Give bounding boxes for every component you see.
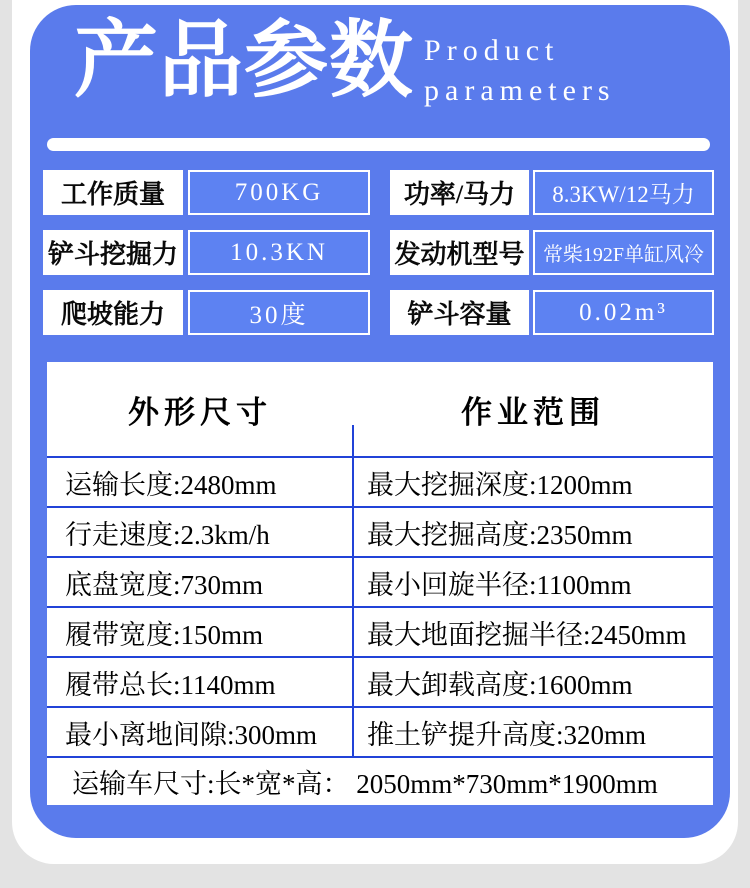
spec-row (30, 230, 730, 275)
spec-value-working-mass: 700KG (188, 170, 370, 215)
table-row (47, 656, 713, 706)
table-cell-travel-speed: 行走速度:2.3km/h (65, 519, 270, 550)
table-cell-min-swing-radius: 最小回旋半径:1100mm (367, 569, 632, 600)
table-cell-transport-length: 运输长度:2480mm (65, 469, 277, 500)
table-cell-max-dig-depth: 最大挖掘深度:1200mm (367, 469, 633, 500)
table-cell-min-ground-clearance: 最小离地间隙:300mm (65, 719, 318, 750)
table-cell-max-dig-height: 最大挖掘高度:2350mm (367, 519, 633, 550)
table-row (47, 706, 713, 756)
title-block (30, 5, 730, 111)
table-cell-max-unload-height: 最大卸载高度:1600mm (367, 669, 633, 700)
table-header-row (47, 362, 713, 456)
table-footer-transport-size: 运输车尺寸:长*宽*高： 2050mm*730mm*1900mm (47, 756, 713, 805)
spec-label-digging-force: 铲斗挖掘力 (43, 230, 183, 275)
product-parameters-panel (30, 5, 730, 838)
table-cell-track-length: 履带总长:1140mm (65, 669, 276, 700)
spec-label-engine-model: 发动机型号 (390, 230, 529, 275)
table-cell-blade-lift-height: 推土铲提升高度:320mm (367, 719, 647, 750)
table-cell-track-width: 履带宽度:150mm (65, 619, 264, 650)
table-row (47, 606, 713, 656)
table-column-divider (352, 425, 354, 758)
dimensions-table (47, 362, 713, 805)
table-header-working-range: 作业范围 (461, 394, 605, 430)
card-container (12, 0, 738, 864)
page-title-english-line2: parameters (424, 73, 616, 107)
spec-boxes-grid (30, 165, 730, 335)
spec-row (30, 170, 730, 215)
table-row (47, 506, 713, 556)
table-row (47, 456, 713, 506)
table-cell-chassis-width: 底盘宽度:730mm (65, 569, 264, 600)
spec-value-power: 8.3KW/12马力 (533, 170, 714, 215)
spec-label-climbing: 爬坡能力 (43, 290, 183, 335)
spec-value-digging-force: 10.3KN (188, 230, 370, 275)
title-divider-bar (47, 138, 710, 151)
spec-label-working-mass: 工作质量 (43, 170, 183, 215)
spec-value-engine-model: 常柴192F单缸风冷 (533, 230, 714, 275)
page-title-english (424, 31, 616, 111)
spec-value-bucket-capacity: 0.02m³ (533, 290, 714, 335)
page-title-chinese: 产品参数 (74, 15, 415, 108)
spec-label-power: 功率/马力 (390, 170, 529, 215)
table-row (47, 556, 713, 606)
spec-row (30, 290, 730, 335)
spec-value-climbing: 30度 (188, 290, 370, 335)
page-title-english-line1: Product (424, 34, 560, 67)
table-cell-max-ground-dig-radius: 最大地面挖掘半径:2450mm (367, 619, 687, 650)
spec-label-bucket-capacity: 铲斗容量 (390, 290, 529, 335)
table-header-dimensions: 外形尺寸 (128, 394, 272, 430)
